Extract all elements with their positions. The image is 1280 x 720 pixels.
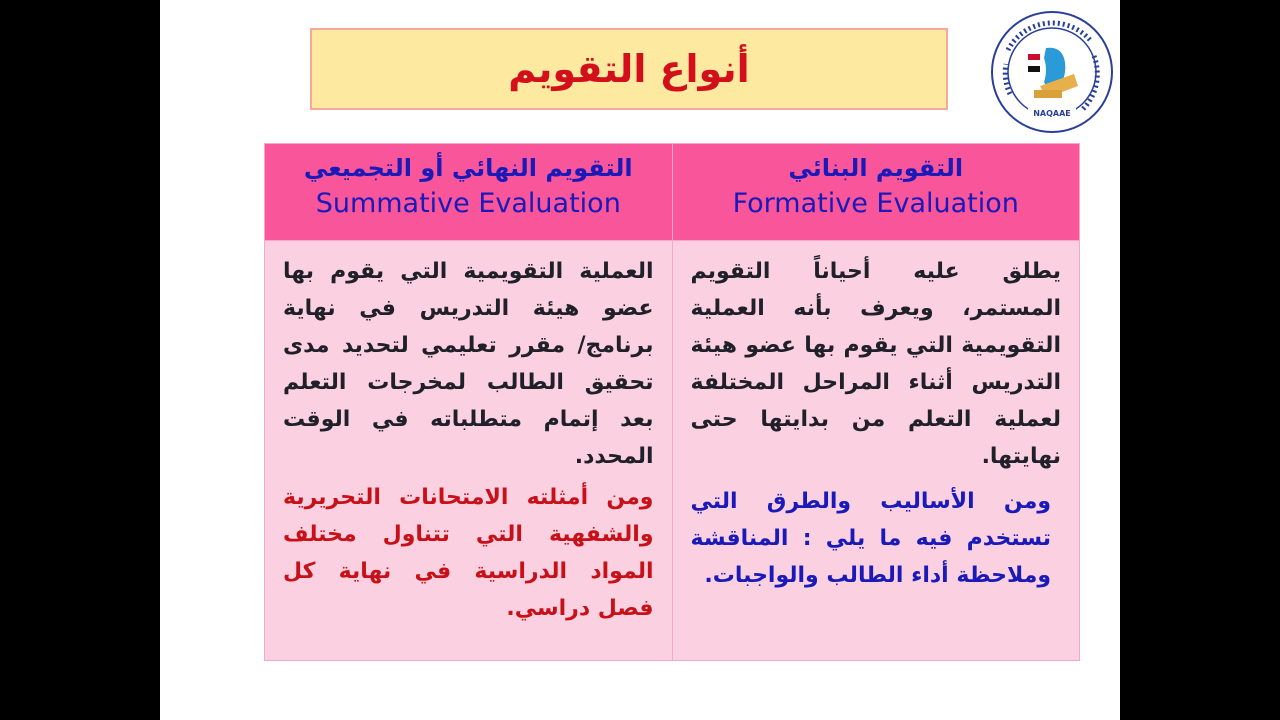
summative-header — [265, 144, 673, 241]
formative-title-en: Formative Evaluation — [732, 188, 1019, 219]
evaluation-types-table — [264, 143, 1080, 661]
summative-examples: ومن أمثلته الامتحانات التحريرية والشفهية التي تتناول مختلف المواد الدراسية في نهاية كل فصل دراسي. — [283, 485, 654, 621]
summative-description: العملية التقويمية التي يقوم بها عضو هيئة التدريس في نهاية برنامج/ مقرر تعليمي لتحديد مدى تحقيق الطالب لمخرجات التعلم بعد إتمام متطلباته في الوقت المحدد. — [283, 259, 654, 469]
summative-title-ar: التقويم النهائي أو التجميعي — [303, 154, 633, 182]
summative-title-en: Summative Evaluation — [315, 188, 621, 219]
summative-body — [265, 241, 673, 661]
formative-header — [672, 144, 1080, 241]
naqaae-logo-icon — [990, 10, 1114, 134]
formative-methods: ومن الأساليب والطرق التي تستخدم فيه ما يلي : المناقشة وملاحظة أداء الطالب والواجبات. — [690, 489, 1051, 588]
slide-title: أنواع التقويم — [508, 47, 750, 91]
title-banner — [310, 28, 948, 110]
formative-title-ar: التقويم البنائي — [788, 154, 964, 182]
slide — [160, 0, 1120, 720]
formative-description: يطلق عليه أحياناً التقويم المستمر، ويعرف بأنه العملية التقويمية التي يقوم بها عضو هيئة التدريس أثناء المراحل المختلفة لعملية التعلم من بدايتها حتى نهايتها. — [690, 259, 1061, 469]
formative-body — [672, 241, 1080, 661]
svg-text:NAQAAE: NAQAAE — [1033, 109, 1071, 118]
